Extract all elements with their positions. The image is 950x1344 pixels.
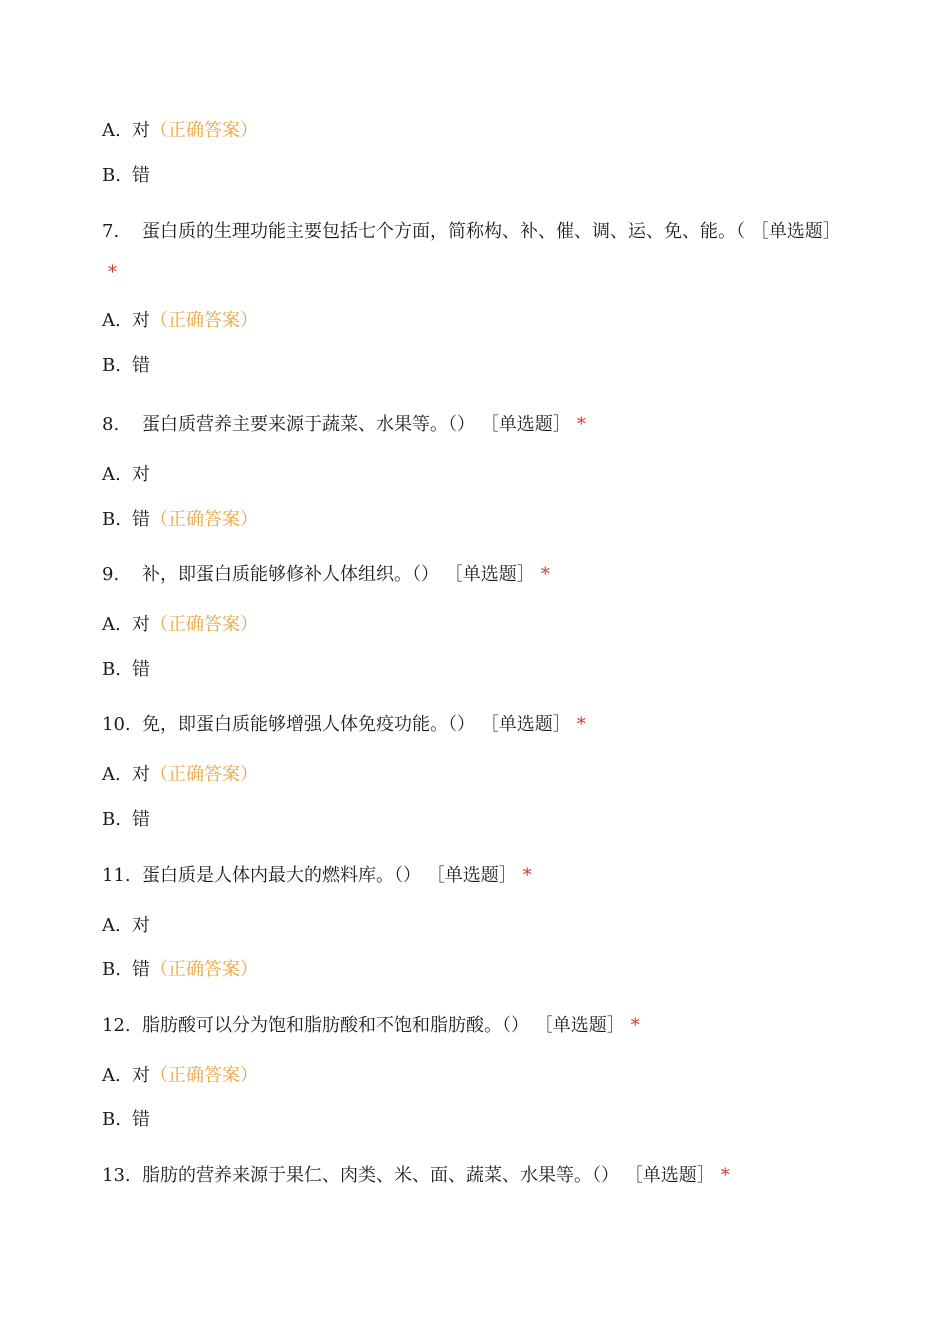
answer-option[interactable] xyxy=(102,613,258,637)
question-body: 脂肪的营养来源于果仁、肉类、米、面、蔬菜、水果等。（） ［单选题］ xyxy=(142,1165,715,1186)
required-asterisk: * xyxy=(576,414,586,435)
question-body: 补，即蛋白质能够修补人体组织。（） ［单选题］ xyxy=(142,564,535,585)
option-text: 错 xyxy=(132,959,150,980)
question-body: 蛋白质的生理功能主要包括七个方面，简称构、补、催、调、运、免、能。（ ［单选题］ xyxy=(142,221,841,242)
required-asterisk: * xyxy=(576,714,586,735)
correct-answer-marker: （正确答案） xyxy=(150,959,258,980)
answer-option[interactable] xyxy=(102,808,150,832)
question-text xyxy=(102,1014,640,1038)
answer-option[interactable] xyxy=(102,508,258,532)
answer-option[interactable] xyxy=(102,658,150,682)
option-letter: B. xyxy=(102,509,121,530)
question-number: 9. xyxy=(102,564,120,585)
option-text: 错 xyxy=(132,659,150,680)
question-text xyxy=(102,563,550,587)
option-letter: A. xyxy=(102,464,121,485)
option-text: 对 xyxy=(132,764,150,785)
question-number: 10. xyxy=(102,714,131,735)
option-letter: B. xyxy=(102,355,121,376)
question-number: 7. xyxy=(102,221,120,242)
option-text: 对 xyxy=(132,464,150,485)
question-number: 11. xyxy=(102,865,131,886)
question-body: 蛋白质营养主要来源于蔬菜、水果等。（） ［单选题］ xyxy=(142,414,571,435)
answer-option[interactable] xyxy=(102,1108,150,1132)
question-body: 脂肪酸可以分为饱和脂肪酸和不饱和脂肪酸。（） ［单选题］ xyxy=(142,1015,625,1036)
required-asterisk: * xyxy=(630,1015,640,1036)
answer-option[interactable] xyxy=(102,763,258,787)
option-letter: B. xyxy=(102,659,121,680)
required-asterisk: * xyxy=(522,865,532,886)
option-letter: B. xyxy=(102,809,121,830)
correct-answer-marker: （正确答案） xyxy=(150,764,258,785)
option-text: 对 xyxy=(132,614,150,635)
option-letter: A. xyxy=(102,764,121,785)
question-body: 免，即蛋白质能够增强人体免疫功能。（） ［单选题］ xyxy=(142,714,571,735)
required-asterisk: * xyxy=(108,262,117,283)
option-text: 对 xyxy=(132,915,150,936)
question-body: 蛋白质是人体内最大的燃料库。（） ［单选题］ xyxy=(142,865,517,886)
correct-answer-marker: （正确答案） xyxy=(150,1065,258,1086)
option-text: 对 xyxy=(132,310,150,331)
option-letter: A. xyxy=(102,120,121,141)
correct-answer-marker: （正确答案） xyxy=(150,509,258,530)
answer-option[interactable] xyxy=(102,309,258,333)
question-number: 13. xyxy=(102,1165,131,1186)
required-asterisk: * xyxy=(540,564,550,585)
answer-option[interactable] xyxy=(102,1064,258,1088)
answer-option[interactable] xyxy=(102,164,150,188)
question-number: 12. xyxy=(102,1015,131,1036)
option-text: 错 xyxy=(132,355,150,376)
question-text xyxy=(102,413,586,437)
question-text xyxy=(102,211,842,293)
question-text xyxy=(102,864,532,888)
option-letter: A. xyxy=(102,614,121,635)
correct-answer-marker: （正确答案） xyxy=(150,310,258,331)
option-letter: B. xyxy=(102,959,121,980)
question-text xyxy=(102,1164,730,1188)
question-number: 8. xyxy=(102,414,120,435)
answer-option[interactable] xyxy=(102,354,150,378)
option-text: 错 xyxy=(132,509,150,530)
answer-option[interactable] xyxy=(102,914,150,938)
option-text: 错 xyxy=(132,165,150,186)
option-text: 错 xyxy=(132,1109,150,1130)
option-letter: B. xyxy=(102,1109,121,1130)
answer-option[interactable] xyxy=(102,958,258,982)
question-text xyxy=(102,713,586,737)
option-text: 对 xyxy=(132,120,150,141)
option-text: 对 xyxy=(132,1065,150,1086)
option-text: 错 xyxy=(132,809,150,830)
option-letter: A. xyxy=(102,310,121,331)
option-letter: A. xyxy=(102,1065,121,1086)
correct-answer-marker: （正确答案） xyxy=(150,614,258,635)
option-letter: A. xyxy=(102,915,121,936)
option-letter: B. xyxy=(102,165,121,186)
answer-option[interactable] xyxy=(102,463,150,487)
answer-option[interactable] xyxy=(102,119,258,143)
required-asterisk: * xyxy=(720,1165,730,1186)
correct-answer-marker: （正确答案） xyxy=(150,120,258,141)
